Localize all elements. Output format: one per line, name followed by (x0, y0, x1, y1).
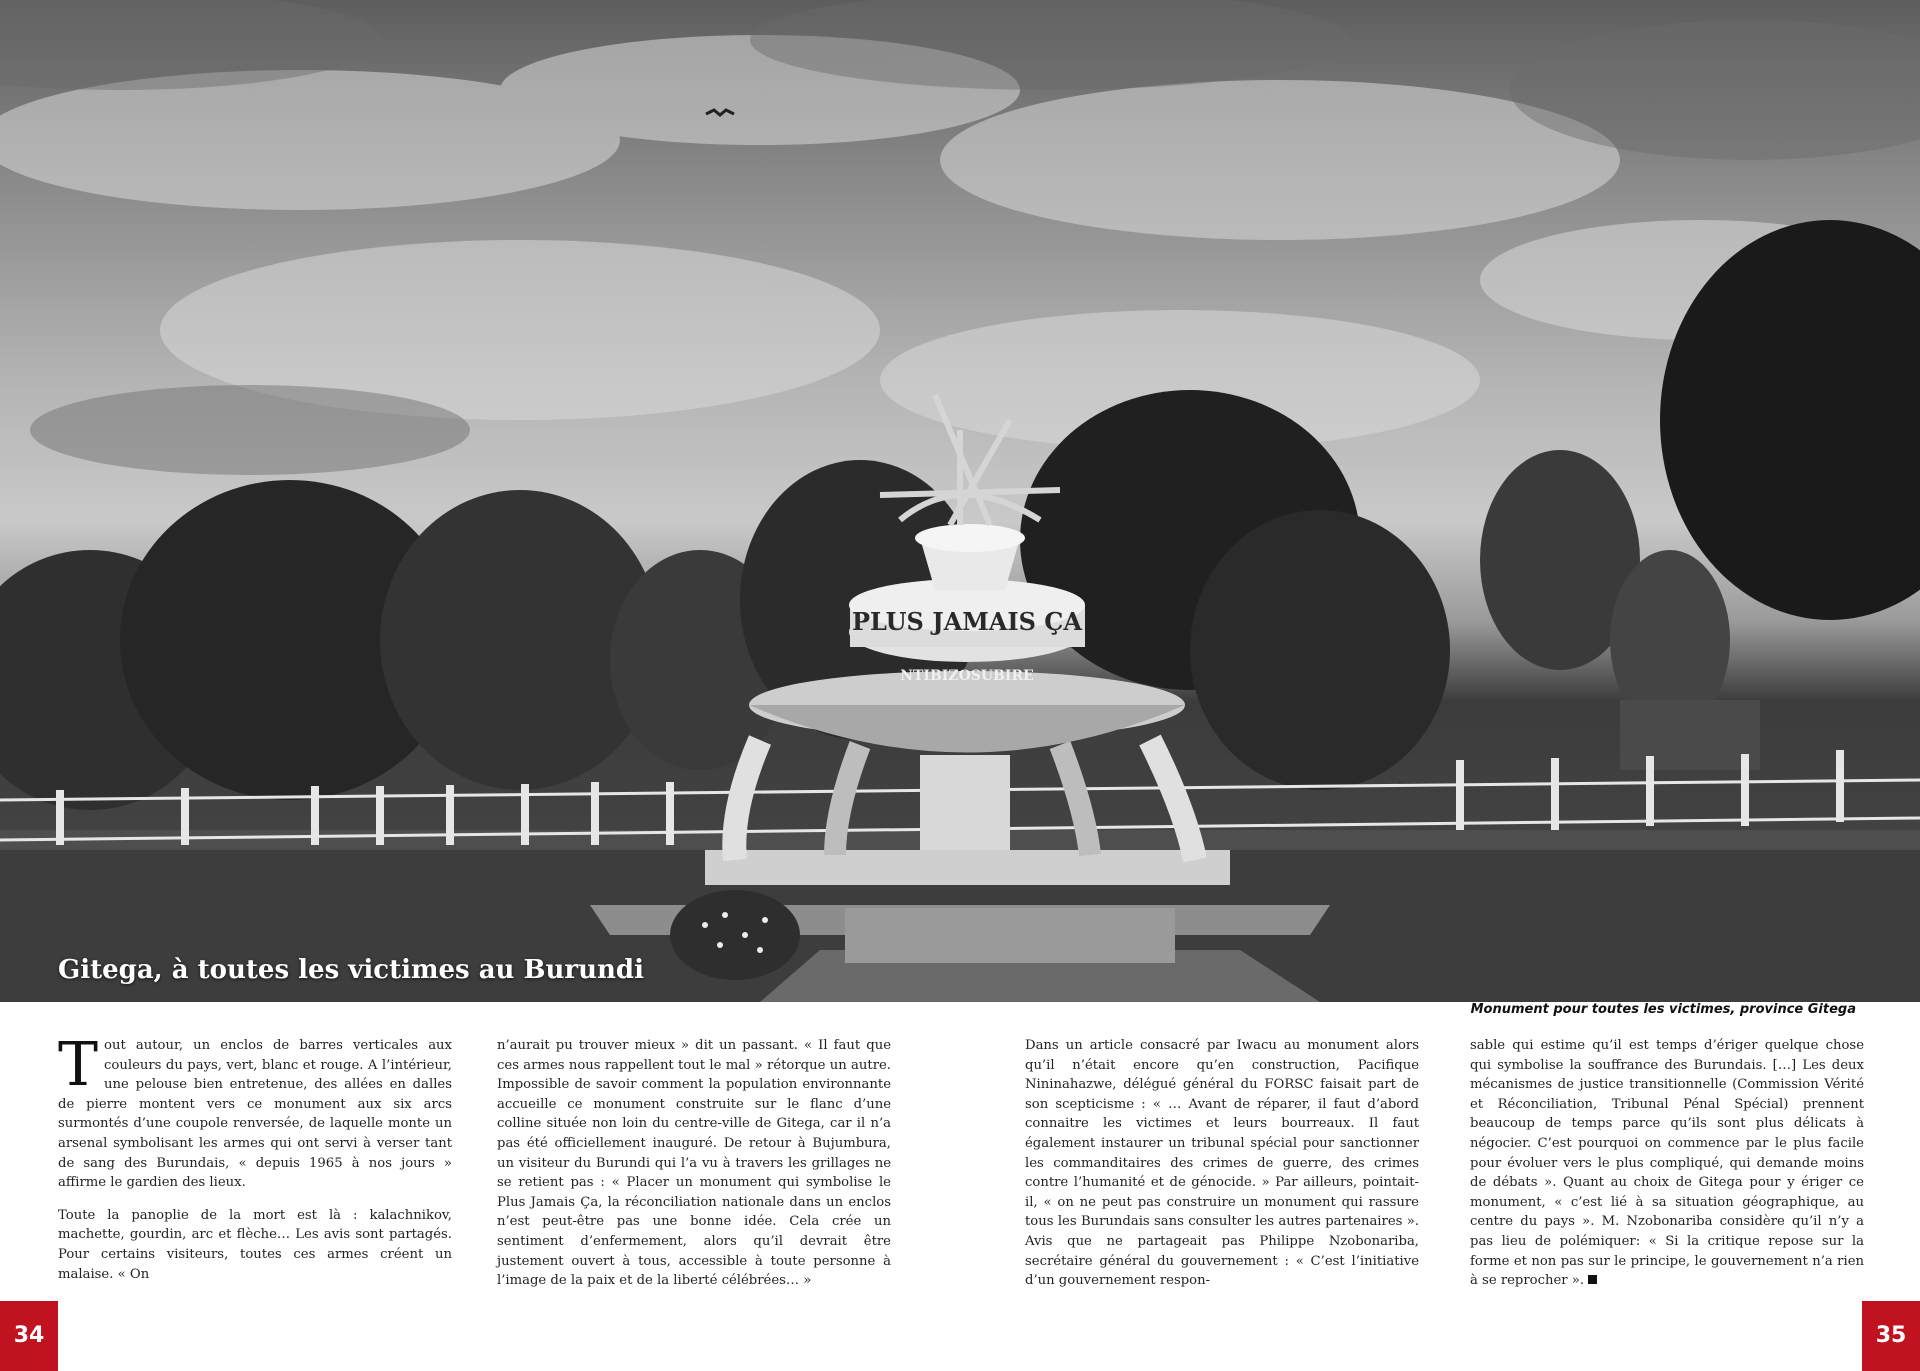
paragraph-text: out autour, un enclos de barres verticales aux couleurs du pays, vert, blanc et rouge. A l’intérieur, une pelouse bien entretenue, des allées en dalles de pierre montent vers ce monument aux six arcs surmontés d’une coupole renversée, de laquelle monte un arsenal symbolisant les armes qui ont servi à verser tant de sang des Burundais, « depuis 1965 à nos jours » affirme le gardien des lieux. (58, 1038, 452, 1191)
paragraph: Dans un article consacré par Iwacu au monument alors qu’il n’était encore qu’en construction, Pacifique Nininahazwe, délégué général du FORSC faisait part de son scepticisme : « … Avant de réparer, il faut d’abord connaitre les victimes et leurs bourreaux. Il faut également instaurer un tribunal spécial pour sanctionner les commanditaires des crimes de guerre, des crimes contre l’humanité et de génocide. » Par ailleurs, pointait-il, « on ne peut pas construire un monument qui rassure tous les Burundais sans consulter les autres partenaires ». Avis que ne partageait pas Philippe Nzobonariba, secrétaire général du gouvernement : « C’est l’initiative d’un gouvernement respon- (1025, 1038, 1419, 1289)
article-column-4 (1470, 1036, 1864, 1304)
photo-caption: Monument pour toutes les victimes, province Gitega (1470, 1002, 1856, 1017)
page-number-left: 34 (0, 1301, 58, 1371)
end-of-article-mark (1588, 1275, 1597, 1284)
flower-bush (670, 890, 800, 980)
paragraph (1470, 1036, 1864, 1291)
paragraph: n’aurait pu trouver mieux » dit un passant. « Il faut que ces armes nous rappellent tout le mal » rétorque un autre. Impossible de savoir comment la population environnante accueille ce monument construite sur le flanc d’une colline située non loin du centre-ville de Gitega, car il n’a pas été officiellement inauguré. De retour à Bujumbura, un visiteur du Burundi qui l’a vu à travers les grillages ne se retient pas : « Placer un monument qui symbolise le Plus Jamais Ça, la réconciliation nationale dans un enclos n’est peut-être pas une bonne idée. Cela crée un sentiment d’enfermement, alors qu’il devrait être justement ouvert à tous, accessible à toute personne à l’image de la paix et de la liberté célébrées… » (497, 1038, 891, 1289)
paragraph-text: sable qui estime qu’il est temps d’ériger quelque chose qui symbolise la souffrance des Burundais. […] Les deux mécanismes de justice transitionnelle (Commission Vérité et Réconciliation, Tribunal Pénal Spécial) prennent beaucoup de temps parce qu’ils sont plus délicats à négocier. C’est pourquoi on commence par le plus facile pour évoluer vers le plus compliqué, qui demande moins de débats ». Quant au choix de Gitega pour y ériger ce monument, « c’est lié à sa situation géographique, au centre du pays ». M. Nzobonariba considère qu’il n’y a pas lieu de polémiquer: « Si la critique repose sur la forme et non pas sur le principe, le gouvernement n’a rien à se reprocher ». (1470, 1038, 1864, 1289)
drop-cap: T (58, 1030, 99, 1100)
photo-title: Gitega, à toutes les victimes au Burundi (58, 955, 644, 985)
monument-inscription-top: PLUS JAMAIS ÇA (851, 607, 1083, 636)
article-column-1 (58, 1030, 452, 1297)
paragraph (58, 1030, 452, 1193)
page-number-right: 35 (1862, 1301, 1920, 1371)
article-column-2 (497, 1036, 891, 1304)
paragraph: Toute la panoplie de la mort est là : kalachnikov, machette, gourdin, arc et flèche… Les avis sont partagés. Pour certains visiteurs, toutes ces armes créent un malaise. « On (58, 1207, 452, 1282)
monument-inscription-band: NTIBIZOSUBIRE (900, 668, 1034, 684)
article-column-3 (1025, 1036, 1419, 1304)
